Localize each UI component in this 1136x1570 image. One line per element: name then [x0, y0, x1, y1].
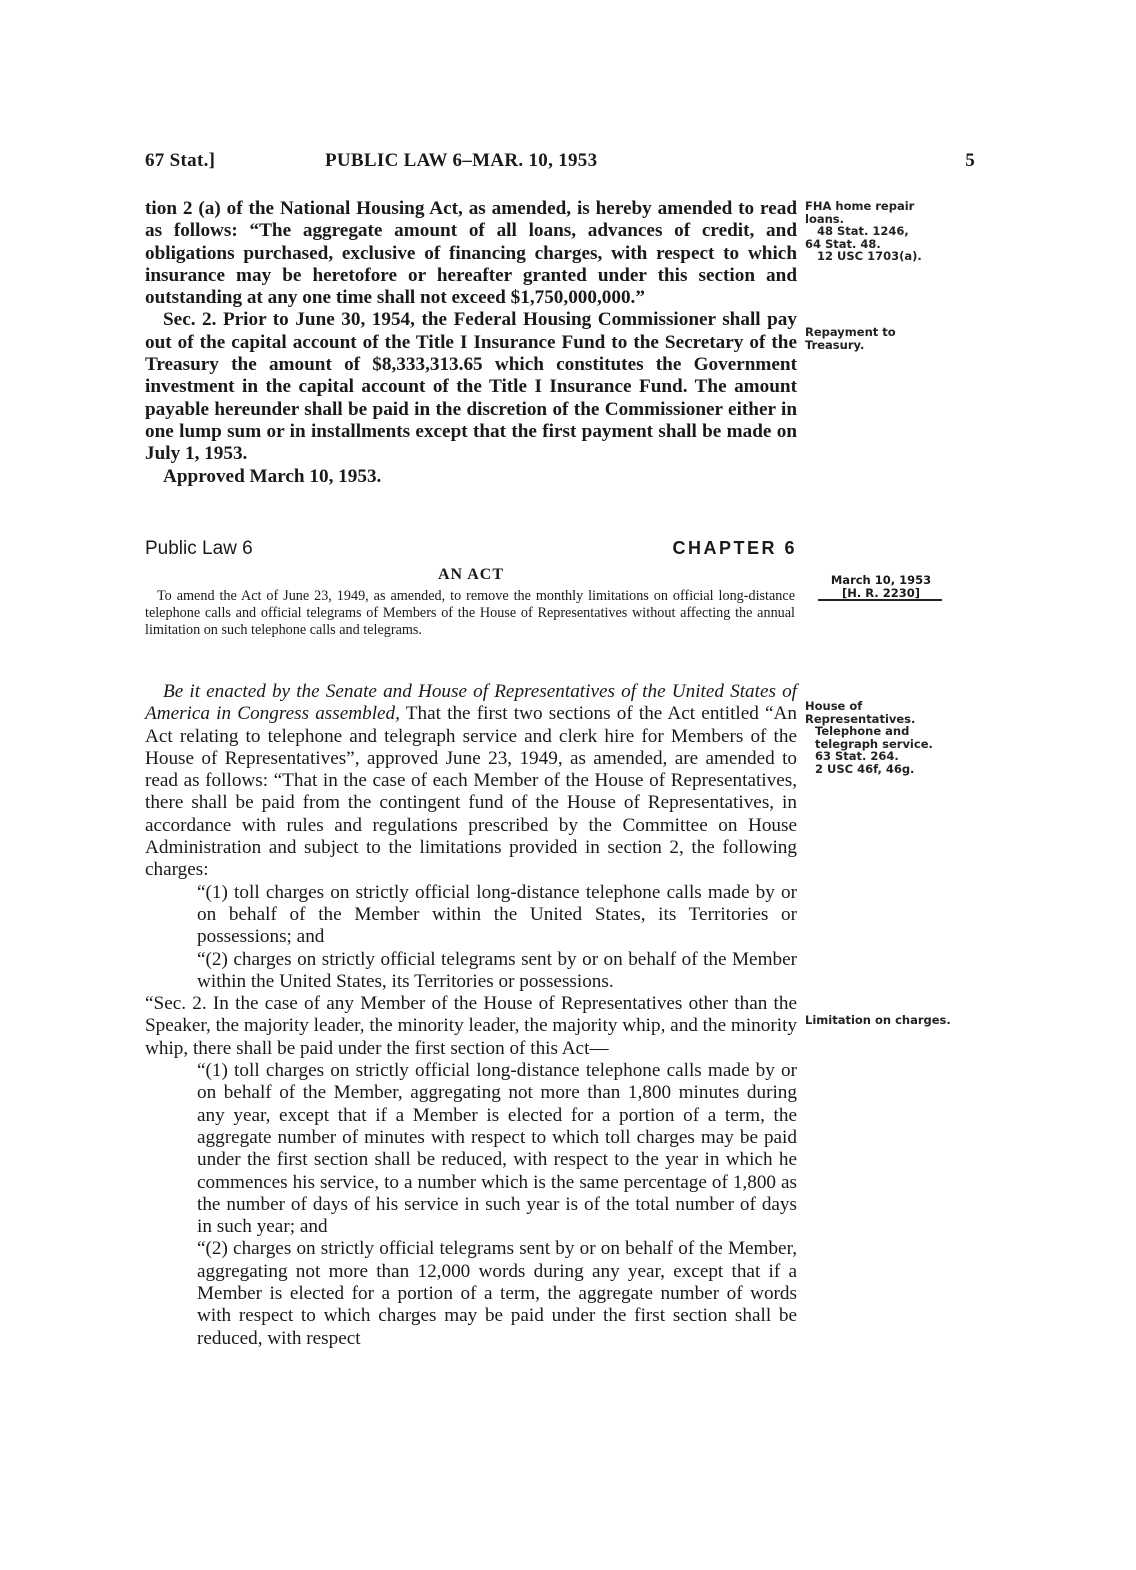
margin-note-fha — [805, 200, 955, 263]
list-item-body: of the Member, aggregating not more than 12,000 words during any year, except that if a Member is elected for a portion of a term, the aggregate number of words with respect to which charges may be paid under the first section shall be reduced, with respect — [197, 1238, 797, 1349]
margin-note-line: House of Representatives. — [805, 699, 916, 726]
page-header — [145, 150, 975, 174]
enactment-date-note — [815, 574, 947, 599]
approval-line: Approved March 10, 1953. — [163, 465, 382, 487]
page-number: 5 — [965, 150, 975, 171]
list-item — [145, 949, 797, 994]
margin-note-line: 63 Stat. 264. — [815, 749, 899, 763]
section-2-label: Sec. 2. — [163, 309, 217, 331]
list-item — [145, 882, 797, 949]
list-item-body: made by or on behalf of the Member, aggregating not more than 1,800 minutes during any year, except that if a Member is elected for a portion of a term, the aggregate number of minutes with respect to which toll charges may be paid under the first section shall be reduced, with respect to the year in which he commences his service, to a number which is the same percentage of 1,800 as the number of days of his service in such year is of the total number of days in such year; and — [197, 1060, 797, 1238]
margin-note-line: 64 Stat. 48. — [805, 236, 881, 251]
date-divider — [818, 599, 942, 601]
list-item-body: of the Member within the United States, its Territories or possessions. — [197, 948, 797, 992]
list-item-lead: “(2) charges on strictly official telegrams sent by or on behalf — [197, 948, 677, 970]
section-1-paragraph: tion 2 (a) of the National Housing Act, as amended, is hereby amended to read as follows: “The aggregate amount of all loans, advances of credit, and obligations purchased, exclusive of financing charges, with respect to which insurance may be heretofore or hereafter granted under this section and outstanding at any one time shall not exceed $1,750,000,000.” — [145, 198, 797, 309]
list-item-lead: “(1) toll charges on strictly official long-distance telephone calls — [197, 1060, 702, 1082]
margin-note-line: 48 Stat. 1246, — [817, 224, 909, 238]
chapter-label: CHAPTER 6 — [672, 538, 797, 558]
list-item-body: made by or on behalf of the Member within the United States, its Territories or possessions; and — [197, 881, 797, 948]
act-purpose: To amend the Act of June 23, 1949, as amended, to remove the monthly limitations on official long-distance telephone calls and official telegrams of Members of the House of Representatives without affecting the annual limitation on such telephone calls and telegrams. — [145, 588, 795, 639]
public-law-label: Public Law 6 — [145, 538, 253, 559]
margin-note-line: 12 USC 1703(a). — [817, 249, 922, 263]
list-item-lead: “(2) charges on strictly official telegrams sent by or on behalf — [197, 1238, 674, 1260]
margin-note-repayment — [805, 326, 955, 351]
margin-note-line: FHA home repair loans. — [805, 199, 915, 226]
enacting-clause-body: That the first two sections of the Act entitled “An Act relating to telephone and telegraph service and clerk hire for Members of the House of Representatives”, approved June 23, 1949, as amended, are amended to read as follows: “That in the case of each Member of the House of Representatives, there shall be paid from the contingent fund of the House of Representatives, in accordance with rules and regulations prescribed by the Committee on House Administration and subject to the limitations provided in section 2, the following charges: — [145, 703, 797, 881]
enacting-clause — [145, 681, 797, 882]
enacting-clause-italic: Be it enacted by the Senate and House of Representatives of the United States of America in Congress assembled, — [145, 681, 797, 725]
list-item — [145, 1238, 797, 1349]
bill-number: [H. R. 2230] — [842, 585, 920, 600]
section-2-clause: “Sec. 2. In the case of any Member of the House of Representatives other than the Speaker, the majority leader, the minority leader, the majority whip, and the minority whip, there shall be paid under the first section of this Act— — [145, 993, 798, 1059]
margin-note-line: Repayment to Treasury. — [805, 325, 896, 352]
volume-reference: 67 Stat.] — [145, 150, 216, 171]
list-item — [145, 1060, 797, 1238]
section-2-paragraph — [145, 309, 797, 465]
margin-note-house — [805, 700, 955, 775]
act-heading: AN ACT — [437, 566, 504, 583]
margin-note-limitation — [805, 1014, 955, 1027]
chapter-heading — [145, 538, 797, 564]
page-title: PUBLIC LAW 6–MAR. 10, 1953 — [325, 150, 598, 171]
list-item-lead: “(1) toll charges on strictly official long-distance telephone calls — [197, 881, 702, 903]
act-body — [145, 681, 797, 1350]
section-2-body: Prior to June 30, 1954, the Federal Housing Commissioner shall pay out of the capital account of the Title I Insurance Fund to the Secretary of the Treasury the amount of $8,333,313.65 which constitutes the Government investment in the capital account of the Title I Insurance Fund. The amount payable hereunder shall be paid in the discretion of the Commissioner either in one lump sum or in installments except that the first payment shall be made on July 1, 1953. — [145, 309, 797, 465]
margin-note-line: 2 USC 46f, 46g. — [815, 761, 915, 776]
margin-note-line: Limitation on charges. — [805, 1013, 951, 1027]
margin-note-line: Telephone and telegraph service. — [815, 724, 933, 751]
enactment-date: March 10, 1953 — [830, 573, 932, 587]
previous-act-text — [145, 198, 797, 488]
